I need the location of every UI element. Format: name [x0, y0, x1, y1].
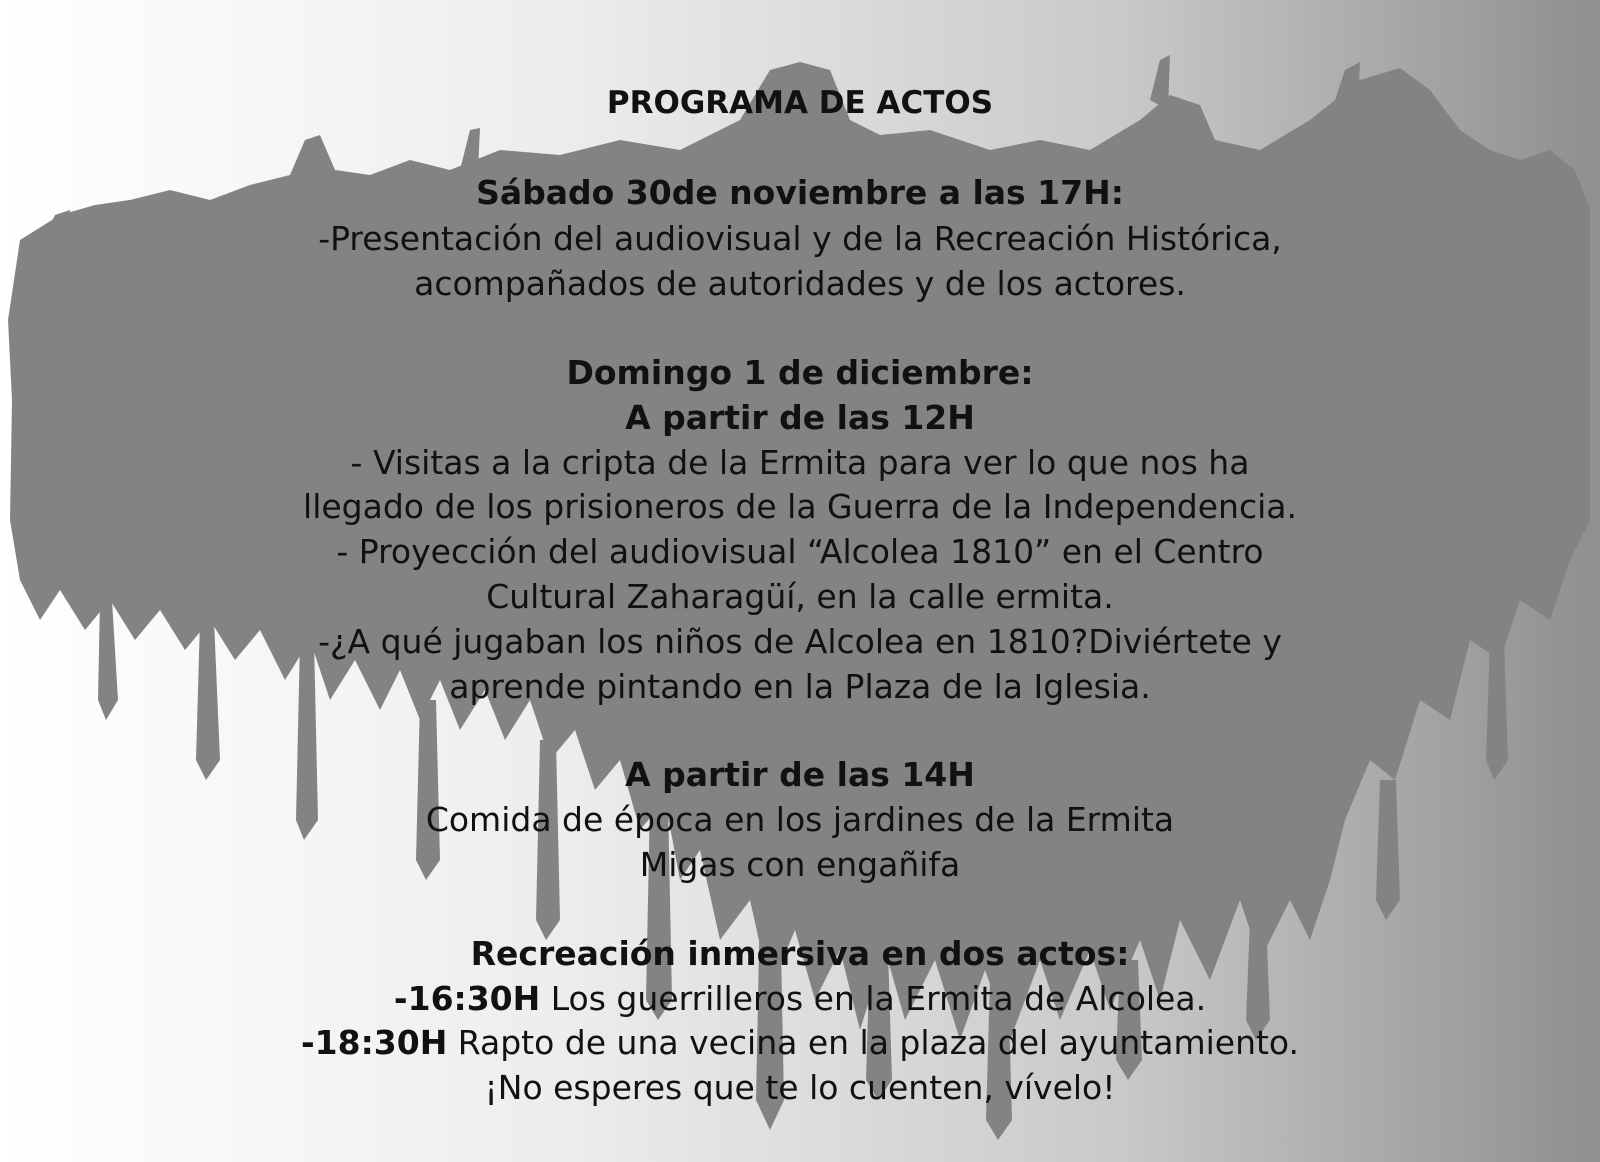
- sunday-line: llegado de los prisioneros de la Guerra de la Independencia.: [303, 487, 1297, 526]
- lunch-heading: A partir de las 14H: [625, 755, 975, 794]
- sunday-line: - Proyección del audiovisual “Alcolea 1810” en el Centro: [336, 532, 1264, 571]
- recreation-act: [0, 976, 1600, 1022]
- sunday-line: Cultural Zaharagüí, en la calle ermita.: [486, 577, 1114, 616]
- act-time: -16:30H: [393, 979, 541, 1018]
- saturday-line: -Presentación del audiovisual y de la Recreación Histórica,: [318, 219, 1282, 258]
- recreation-act: [0, 1020, 1600, 1066]
- saturday-line: acompañados de autoridades y de los actores.: [414, 264, 1186, 303]
- sunday-subheading: A partir de las 12H: [625, 398, 975, 437]
- sunday-line: -¿A qué jugaban los niños de Alcolea en 1810?Diviértete y: [318, 622, 1282, 661]
- closing-line: ¡No esperes que te lo cuenten, vívelo!: [484, 1068, 1116, 1107]
- act-text: Los guerrilleros en la Ermita de Alcolea.: [540, 979, 1207, 1018]
- act-text: Rapto de una vecina en la plaza del ayuntamiento.: [447, 1023, 1300, 1062]
- page-title: PROGRAMA DE ACTOS: [606, 85, 994, 121]
- lunch-line: Migas con engañifa: [639, 845, 961, 884]
- sunday-heading: Domingo 1 de diciembre:: [566, 353, 1034, 392]
- sunday-line: aprende pintando en la Plaza de la Iglesia.: [449, 667, 1151, 706]
- lunch-line: Comida de época en los jardines de la Ermita: [425, 800, 1175, 839]
- act-time: -18:30H: [300, 1023, 448, 1062]
- recreation-heading: Recreación inmersiva en dos actos:: [470, 934, 1130, 973]
- sunday-line: - Visitas a la cripta de la Ermita para ver lo que nos ha: [350, 443, 1250, 482]
- saturday-heading: Sábado 30de noviembre a las 17H:: [476, 173, 1124, 212]
